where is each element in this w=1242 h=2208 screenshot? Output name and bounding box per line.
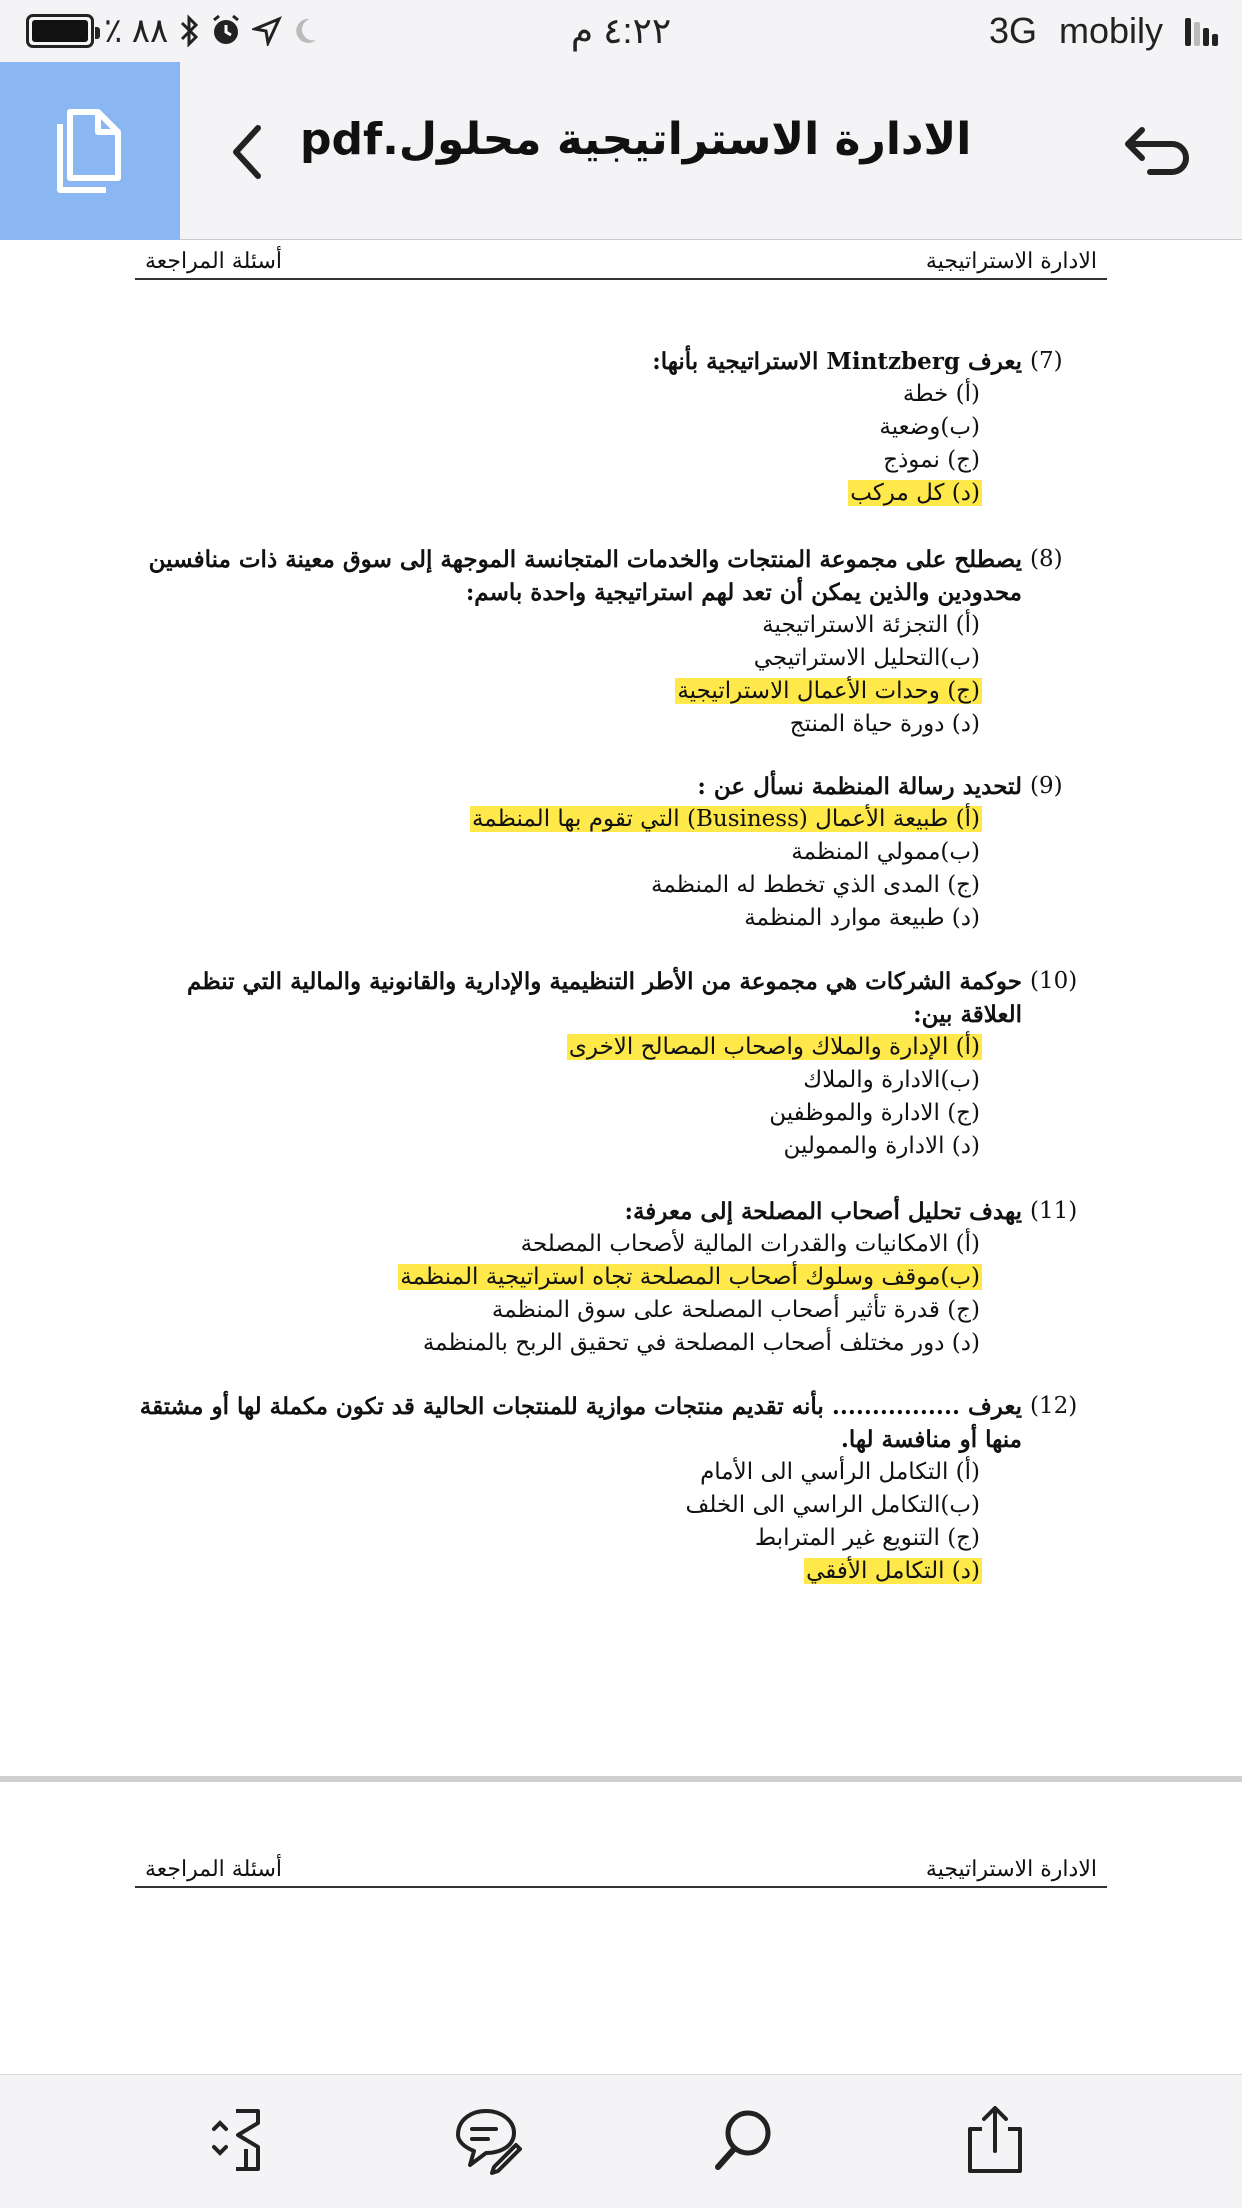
pdf-page-2 xyxy=(0,1782,1242,2074)
answer-option-label: (ج) الادارة والموظفين xyxy=(769,1100,980,1126)
answer-option-label: (د) دورة حياة المنتج xyxy=(789,711,980,737)
answer-option xyxy=(132,902,982,935)
nav-bar xyxy=(0,62,1242,240)
answer-option xyxy=(132,1456,982,1489)
header-left: أسئلة المراجعة xyxy=(145,1857,283,1882)
answer-option-label: (أ) التكامل الرأسي الى الأمام xyxy=(700,1459,980,1485)
signal-icon xyxy=(1185,16,1218,46)
question-block xyxy=(132,1390,1082,1588)
share-icon[interactable] xyxy=(960,2105,1030,2175)
question-number: (7) xyxy=(1030,348,1063,374)
answer-option-label: (أ) خطة xyxy=(902,381,980,407)
answer-option xyxy=(132,609,982,642)
answer-option xyxy=(132,411,982,444)
answer-option-label: (ب)التكامل الراسي الى الخلف xyxy=(685,1492,980,1518)
answer-option-label: (د) دور مختلف أصحاب المصلحة في تحقيق الربح بالمنظمة xyxy=(422,1330,980,1356)
answer-option xyxy=(132,836,982,869)
battery-percent: ٪ ٨٨ xyxy=(104,12,169,50)
question-text: لتحديد رسالة المنظمة نسأل عن : xyxy=(697,773,1022,800)
answer-option-label: (ب)الادارة والملاك xyxy=(803,1067,980,1093)
question-number: (9) xyxy=(1030,773,1063,799)
answer-option-highlighted xyxy=(132,803,982,836)
question-text: يصطلح على مجموعة المنتجات والخدمات المتجانسة الموجهة إلى سوق معينة ذات منافسين محدودين والذين يمكن أن تعد لهم استراتيجية واحدة باسم: xyxy=(148,546,1022,606)
status-bar xyxy=(0,0,1242,62)
answer-option xyxy=(132,1327,982,1360)
question-header xyxy=(132,1195,1082,1228)
document-icon xyxy=(52,108,128,194)
answer-option-label: (ج) المدى الذي تخطط له المنظمة xyxy=(650,872,980,898)
question-block xyxy=(132,770,1082,935)
answer-option-label: (أ) الامكانيات والقدرات المالية لأصحاب المصلحة xyxy=(520,1231,980,1257)
question-header xyxy=(132,770,1082,803)
search-icon[interactable] xyxy=(710,2105,780,2175)
answer-option-label: (د) طبيعة موارد المنظمة xyxy=(744,905,980,931)
status-time: ٤:٢٢ م xyxy=(570,10,672,51)
answer-option xyxy=(132,1064,982,1097)
question-header xyxy=(132,345,1082,378)
question-header xyxy=(132,1390,1082,1456)
header-left: أسئلة المراجعة xyxy=(145,249,283,274)
answer-option xyxy=(132,378,982,411)
answer-option xyxy=(132,869,982,902)
answer-option xyxy=(132,1294,982,1327)
question-number: (8) xyxy=(1030,546,1063,572)
answer-option xyxy=(132,444,982,477)
annotate-comment-icon[interactable] xyxy=(452,2105,522,2175)
answer-option-label: (د) الادارة والممولين xyxy=(783,1133,980,1159)
answer-option xyxy=(132,708,982,741)
status-right xyxy=(989,10,1218,52)
question-text: يعرف Mintzberg الاستراتيجية بأنها: xyxy=(652,348,1022,375)
answer-option xyxy=(132,1489,982,1522)
answer-option-highlighted xyxy=(132,477,982,510)
question-number: (12) xyxy=(1030,1393,1078,1419)
network-type: 3G xyxy=(988,10,1037,51)
answer-option-label: (أ) طبيعة الأعمال (Business) التي تقوم بها المنظمة xyxy=(471,806,980,832)
answer-option xyxy=(132,642,982,675)
answer-option-highlighted xyxy=(132,675,982,708)
bottom-toolbar xyxy=(0,2074,1242,2208)
question-number: (10) xyxy=(1030,968,1078,994)
header-right: الادارة الاستراتيجية xyxy=(925,1857,1097,1882)
page-header xyxy=(135,1848,1107,1888)
answer-option xyxy=(132,1522,982,1555)
question-text: حوكمة الشركات هي مجموعة من الأطر التنظيمية والإدارية والقانونية والمالية التي تنظم العلاقة بين: xyxy=(187,968,1022,1028)
question-text: يهدف تحليل أصحاب المصلحة إلى معرفة: xyxy=(624,1198,1022,1225)
back-chevron-icon[interactable] xyxy=(218,114,278,190)
answer-option-highlighted xyxy=(132,1261,982,1294)
return-arrow-icon[interactable] xyxy=(1112,114,1192,194)
answer-option-label: (ج) قدرة تأثير أصحاب المصلحة على سوق المنظمة xyxy=(491,1297,980,1323)
answer-option-highlighted xyxy=(132,1031,982,1064)
answer-option-label: (ج) التنويع غير المترابط xyxy=(754,1525,980,1551)
question-block xyxy=(132,965,1082,1163)
answer-option xyxy=(132,1228,982,1261)
question-block xyxy=(132,543,1082,741)
answer-option-highlighted xyxy=(132,1555,982,1588)
fit-width-icon[interactable] xyxy=(208,2105,278,2175)
answer-option xyxy=(132,1130,982,1163)
question-block xyxy=(132,1195,1082,1360)
answer-option-label: (ج) وحدات الأعمال الاستراتيجية xyxy=(677,678,980,704)
page-header xyxy=(135,240,1107,280)
question-block xyxy=(132,345,1082,510)
question-number: (11) xyxy=(1030,1198,1078,1224)
answer-option-label: (ب)وضعية xyxy=(879,414,980,440)
answer-option-label: (ب)التحليل الاستراتيجي xyxy=(753,645,980,671)
document-title: الادارة الاستراتيجية محلول.pdf xyxy=(300,114,972,165)
question-header xyxy=(132,965,1082,1031)
carrier-name: mobily xyxy=(1058,10,1163,51)
answer-option-label: (د) كل مركب xyxy=(850,480,980,506)
document-button[interactable] xyxy=(0,62,180,240)
header-right: الادارة الاستراتيجية xyxy=(925,249,1097,274)
question-text: يعرف ................ بأنه تقديم منتجات موازية للمنتجات الحالية قد تكون مكملة لها أو مشتقة منها أو منافسة لها. xyxy=(139,1393,1022,1453)
answer-option-label: (ب)موقف وسلوك أصحاب المصلحة تجاه استراتيجية المنظمة xyxy=(400,1264,980,1290)
answer-option-label: (ج) نموذج xyxy=(883,447,980,473)
answer-option xyxy=(132,1097,982,1130)
question-header xyxy=(132,543,1082,609)
answer-option-label: (أ) الإدارة والملاك واصحاب المصالح الاخرى xyxy=(568,1034,980,1060)
answer-option-label: (ب)ممولي المنظمة xyxy=(791,839,980,865)
answer-option-label: (أ) التجزئة الاستراتيجية xyxy=(762,612,980,638)
answer-option-label: (د) التكامل الأفقي xyxy=(806,1558,980,1584)
